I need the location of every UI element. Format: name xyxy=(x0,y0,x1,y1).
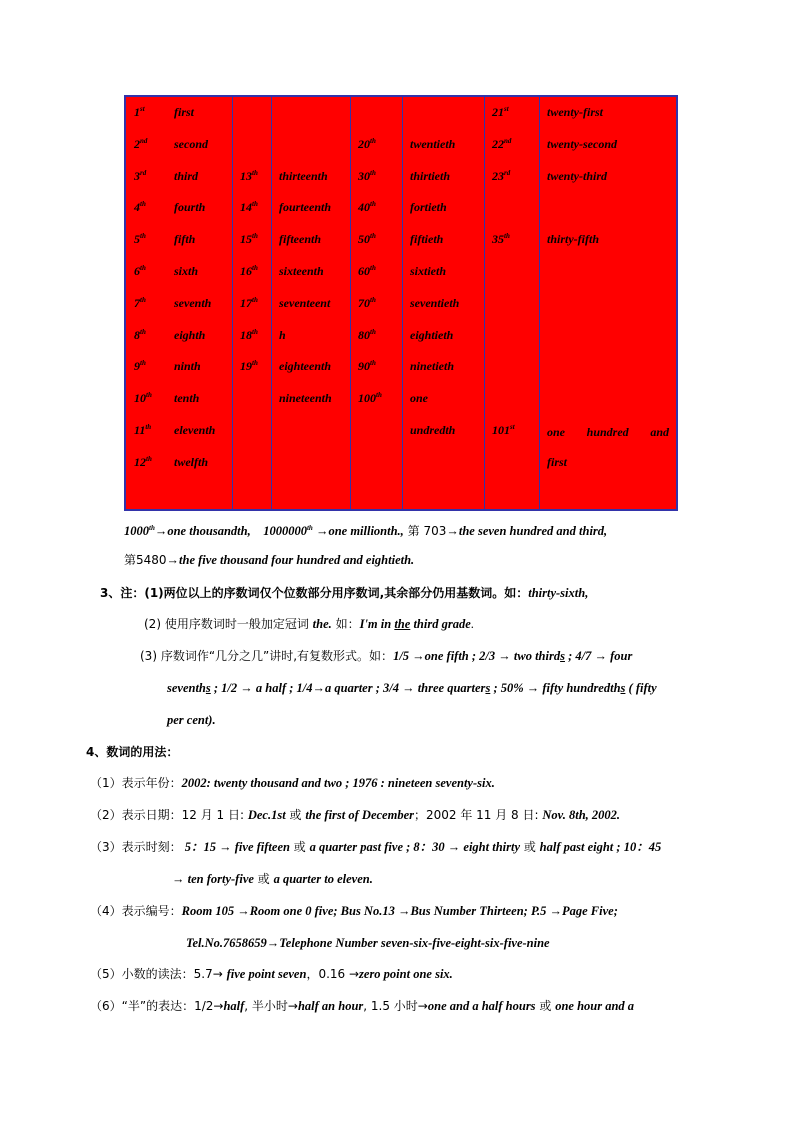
table-cell-word: eightieth xyxy=(410,327,454,342)
usage-1-year: （1）表示年份：2002: twenty thousand and two ; 1976 : nineteen seventy-six. xyxy=(90,776,495,790)
table-cell-number-suffix: th xyxy=(140,232,146,241)
table-cell-word: first xyxy=(174,105,195,119)
table-cell-word: seventieth xyxy=(410,295,460,310)
table-cell-word: fourteenth xyxy=(279,200,332,215)
text-line-5480: 第5480→the five thousand four hundred and eightieth. xyxy=(124,553,415,567)
usage-4-numbering: （4）表示编号：Room 105 →Room one 0 five; Bus No.13 →Bus Number Thirteen; P.5 →Page Five; xyxy=(90,904,618,918)
table-cell-number-value: 9 xyxy=(134,359,140,374)
table-cell-number xyxy=(134,264,146,278)
table-cell-word: fifteenth xyxy=(279,232,321,247)
table-cell-number xyxy=(134,391,152,405)
table-cell-number-suffix: nd xyxy=(140,136,148,145)
note-3-line-5: per cent). xyxy=(167,713,216,727)
table-cell-number-value: 22 xyxy=(492,136,504,151)
table-cell-word: undredth xyxy=(410,423,456,437)
table-cell-number-value: 13 xyxy=(240,168,252,183)
table-cell-number-suffix: th xyxy=(146,391,152,400)
table-cell-number xyxy=(358,232,376,246)
table-cell-number xyxy=(492,232,510,246)
usage-2-date: （2）表示日期：12 月 1 日: Dec.1st 或 the first of December；2002 年 11 月 8 日: Nov. 8th, 2002. xyxy=(90,808,621,822)
table-cell-number-suffix: rd xyxy=(504,168,511,177)
note-3-line-1: 3、注：(1)两位以上的序数词仅个位数部分用序数词,其余部分仍用基数词。如：thirty-sixth, xyxy=(100,586,589,600)
table-cell-number-suffix: th xyxy=(370,327,376,336)
table-cell-number-suffix: th xyxy=(252,327,258,336)
table-cell-number-value: 18 xyxy=(240,327,252,342)
table-column-divider xyxy=(539,97,540,509)
table-cell-number-suffix: th xyxy=(140,327,146,336)
table-cell-number-suffix: th xyxy=(252,200,258,209)
usage-4-numbering-cont: Tel.No.7658659→Telephone Number seven-six-five-eight-six-five-nine xyxy=(186,936,550,950)
table-cell-word: h xyxy=(279,327,286,342)
table-cell-number-value: 15 xyxy=(240,232,252,247)
table-cell-word: eighteenth xyxy=(279,359,332,374)
table-cell-number-value: 100 xyxy=(358,391,376,406)
table-cell-number-value: 1 xyxy=(134,105,140,119)
section-heading-4: 4、数词的用法： xyxy=(86,745,179,759)
table-cell-number-suffix: th xyxy=(140,295,146,304)
table-column-divider xyxy=(484,97,485,509)
table-cell-word: first xyxy=(547,454,568,469)
table-cell xyxy=(547,425,669,439)
table-cell-number-value: 4 xyxy=(134,200,140,215)
table-cell-number-suffix: st xyxy=(504,105,509,113)
table-cell-number-suffix: st xyxy=(510,423,515,431)
text-line-thousandth: 1000th→one thousandth, 1000000th →one millionth., 第 703→the seven hundred and third, xyxy=(124,524,608,539)
table-cell-word: seventh xyxy=(174,295,212,310)
table-column-divider xyxy=(402,97,403,509)
table-cell-number xyxy=(492,169,510,183)
table-cell-word: seventeent xyxy=(279,295,331,310)
table-cell-number xyxy=(134,137,147,151)
table-cell-number-value: 50 xyxy=(358,232,370,247)
table-cell-number-suffix: th xyxy=(370,295,376,304)
table-cell-number-suffix: th xyxy=(370,359,376,368)
table-cell-number-suffix: th xyxy=(376,391,382,400)
table-cell-number xyxy=(240,169,258,183)
table-cell-number xyxy=(134,455,152,469)
table-cell-word: twentieth xyxy=(410,136,456,151)
table-cell-number xyxy=(358,296,376,310)
table-cell-number xyxy=(358,169,376,183)
table-cell-number-value: 40 xyxy=(358,200,370,215)
table-column-divider xyxy=(350,97,351,509)
table-cell-number-suffix: th xyxy=(370,232,376,241)
table-cell-number xyxy=(240,328,258,342)
ordinal-numbers-table xyxy=(124,95,678,511)
table-cell-word: eighth xyxy=(174,327,206,342)
table-cell-number-value: 12 xyxy=(134,454,146,469)
table-cell-number-suffix: th xyxy=(504,232,510,241)
table-cell-number-value: 90 xyxy=(358,359,370,374)
table-cell-number-suffix: th xyxy=(140,200,146,209)
table-cell-number-value: 20 xyxy=(358,136,370,151)
table-cell-number-value: 21 xyxy=(492,105,504,119)
table-cell-number xyxy=(358,359,376,373)
table-cell-word: ninth xyxy=(174,359,201,374)
table-cell-number xyxy=(240,296,258,310)
table-cell-number xyxy=(492,105,509,119)
table-cell-word: fortieth xyxy=(410,200,447,215)
table-cell-word: thirteenth xyxy=(279,168,328,183)
table-cell-number xyxy=(492,423,515,437)
table-cell-word: ninetieth xyxy=(410,359,455,374)
table-cell-number xyxy=(134,359,146,373)
table-cell-number-value: 70 xyxy=(358,295,370,310)
table-cell-number xyxy=(358,328,376,342)
table-cell-number xyxy=(240,200,258,214)
table-cell-number-suffix: th xyxy=(252,295,258,304)
table-cell-number-suffix: nd xyxy=(504,136,512,145)
table-cell-number-suffix: th xyxy=(252,232,258,241)
table-cell-word: hundred xyxy=(586,425,629,439)
table-cell-word: thirtieth xyxy=(410,168,451,183)
table-cell-number xyxy=(134,423,151,437)
table-cell-word: fifth xyxy=(174,232,196,247)
table-cell-number xyxy=(134,328,146,342)
usage-6-half: （6）“半”的表达：1/2→half, 半小时→half an hour, 1.5 小时→one and a half hours 或 one hour and a xyxy=(90,999,635,1013)
table-cell-number xyxy=(240,232,258,246)
usage-3-time-cont: → ten forty-five 或 a quarter to eleven. xyxy=(172,872,373,886)
table-cell-number xyxy=(240,359,258,373)
table-cell-number-suffix: th xyxy=(370,200,376,209)
table-cell-number xyxy=(358,200,376,214)
table-cell-word: one xyxy=(547,425,565,439)
note-3-line-2: (2) 使用序数词时一般加定冠词 the. 如：I'm in the third grade. xyxy=(144,617,474,631)
table-cell-number-suffix: th xyxy=(145,423,152,431)
table-cell-number xyxy=(358,264,376,278)
table-cell-number-value: 19 xyxy=(240,359,252,374)
table-cell-word: one xyxy=(410,391,428,406)
table-cell-number-value: 6 xyxy=(134,264,140,278)
table-cell-word: twenty-first xyxy=(547,105,603,119)
table-cell-number xyxy=(134,200,146,214)
table-cell-number xyxy=(240,264,258,278)
table-cell-word: fiftieth xyxy=(410,232,444,247)
table-cell-number-value: 10 xyxy=(134,391,146,406)
table-cell-word: fourth xyxy=(174,200,206,215)
table-cell-number-value: 17 xyxy=(240,295,252,310)
table-cell-number-value: 8 xyxy=(134,327,140,342)
table-cell-number xyxy=(134,232,146,246)
table-cell-number-value: 5 xyxy=(134,232,140,247)
table-cell-number-suffix: th xyxy=(370,168,376,177)
table-cell-number-suffix: th xyxy=(140,264,146,272)
table-cell-number-value: 35 xyxy=(492,232,504,247)
table-cell-word: sixteenth xyxy=(279,264,324,278)
table-cell-number-value: 80 xyxy=(358,327,370,342)
table-cell-number-suffix: th xyxy=(140,359,146,368)
table-cell-number xyxy=(358,137,376,151)
table-cell-number-suffix: th xyxy=(370,136,376,145)
table-cell-number-value: 16 xyxy=(240,264,252,278)
table-cell-number xyxy=(358,391,382,405)
table-cell-number-suffix: th xyxy=(146,454,152,463)
table-cell-word: second xyxy=(174,136,208,151)
table-cell-number-suffix: th xyxy=(370,264,376,272)
table-cell-word: twenty-second xyxy=(547,136,617,151)
table-cell-number-value: 23 xyxy=(492,168,504,183)
table-cell-word: sixth xyxy=(174,264,199,278)
table-cell-word: thirty-fifth xyxy=(547,232,600,247)
table-cell-number-value: 7 xyxy=(134,295,140,310)
table-cell-number-suffix: th xyxy=(252,264,258,272)
table-cell-number-value: 101 xyxy=(492,423,510,437)
table-cell-word: sixtieth xyxy=(410,264,447,278)
table-cell-number xyxy=(134,169,146,183)
note-3-line-4: sevenths ; 1/2 → a half ; 1/4→a quarter ; 3/4 → three quarters ; 50% → fifty hundredths ( fifty xyxy=(167,681,657,695)
table-cell-number-suffix: st xyxy=(140,105,145,113)
table-column-divider xyxy=(232,97,233,509)
table-cell-word: and xyxy=(650,425,669,439)
table-cell-number-value: 2 xyxy=(134,136,140,151)
table-cell-word: nineteenth xyxy=(279,391,332,406)
table-cell-number xyxy=(492,137,511,151)
table-cell-word: tenth xyxy=(174,391,200,406)
table-cell-number xyxy=(134,296,146,310)
usage-3-time: （3）表示时刻： 5：15 → five fifteen 或 a quarter past five ; 8：30 → eight thirty 或 half past eight ; 10：45 xyxy=(90,840,662,854)
table-cell-number-suffix: th xyxy=(252,359,258,368)
table-cell-word: third xyxy=(174,168,199,183)
usage-5-decimal: （5）小数的读法：5.7→ five point seven，0.16 →zero point one six. xyxy=(90,967,453,981)
table-cell-word: eleventh xyxy=(174,423,216,437)
table-column-divider xyxy=(271,97,272,509)
table-cell-number-value: 11 xyxy=(134,423,146,437)
table-cell-number-suffix: rd xyxy=(140,168,147,177)
table-cell-word: twenty-third xyxy=(547,168,608,183)
note-3-line-3: (3) 序数词作“几分之几”讲时,有复数形式。如：1/5 →one fifth ; 2/3 → two thirds ; 4/7 → four xyxy=(140,649,633,663)
table-cell-word: twelfth xyxy=(174,454,209,469)
table-cell-number-value: 14 xyxy=(240,200,252,215)
table-cell-number-value: 60 xyxy=(358,264,370,278)
table-cell-number-value: 3 xyxy=(134,168,140,183)
table-cell-number-suffix: th xyxy=(252,168,258,177)
table-cell-number-value: 30 xyxy=(358,168,370,183)
table-cell-number xyxy=(134,105,145,119)
